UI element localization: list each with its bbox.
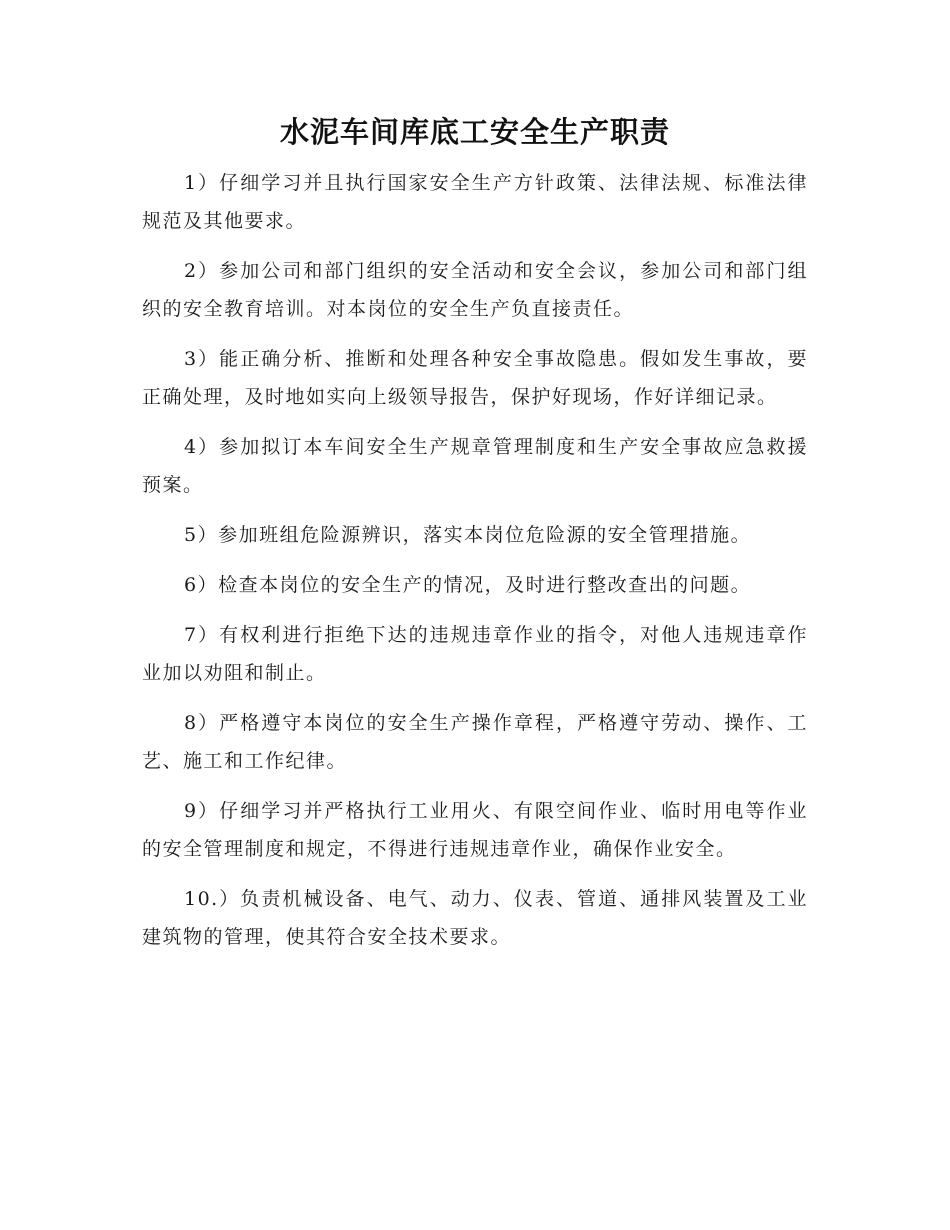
paragraph-6: 6）检查本岗位的安全生产的情况，及时进行整改查出的问题。: [184, 574, 752, 596]
paragraph-7: 7）有权利进行拒绝下达的违规违章作业的指令，对他人违规违章作业加以劝阻和制止。: [142, 624, 808, 684]
paragraph-10: 10.）负责机械设备、电气、动力、仪表、管道、通排风装置及工业建筑物的管理，使其符合安全技术要求。: [142, 888, 808, 948]
paragraph-9: 9）仔细学习并严格执行工业用火、有限空间作业、临时用电等作业的安全管理制度和规定，不得进行违规违章作业，确保作业安全。: [142, 800, 808, 860]
document-body: [142, 164, 808, 968]
paragraph-5: 5）参加班组危险源辨识，落实本岗位危险源的安全管理措施。: [184, 524, 752, 546]
paragraph-2: 2）参加公司和部门组织的安全活动和安全会议，参加公司和部门组织的安全教育培训。对本岗位的安全生产负直接责任。: [142, 260, 808, 320]
paragraph-3: 3）能正确分析、推断和处理各种安全事故隐患。假如发生事故，要正确处理，及时地如实向上级领导报告，保护好现场，作好详细记录。: [142, 348, 808, 408]
document-title: 水泥车间库底工安全生产职责: [279, 115, 670, 149]
paragraph-1: 1）仔细学习并且执行国家安全生产方针政策、法律法规、标准法律规范及其他要求。: [142, 172, 808, 232]
paragraph-8: 8）严格遵守本岗位的安全生产操作章程，严格遵守劳动、操作、工艺、施工和工作纪律。: [142, 712, 808, 772]
paragraph-4: 4）参加拟订本车间安全生产规章管理制度和生产安全事故应急救援预案。: [142, 436, 808, 496]
